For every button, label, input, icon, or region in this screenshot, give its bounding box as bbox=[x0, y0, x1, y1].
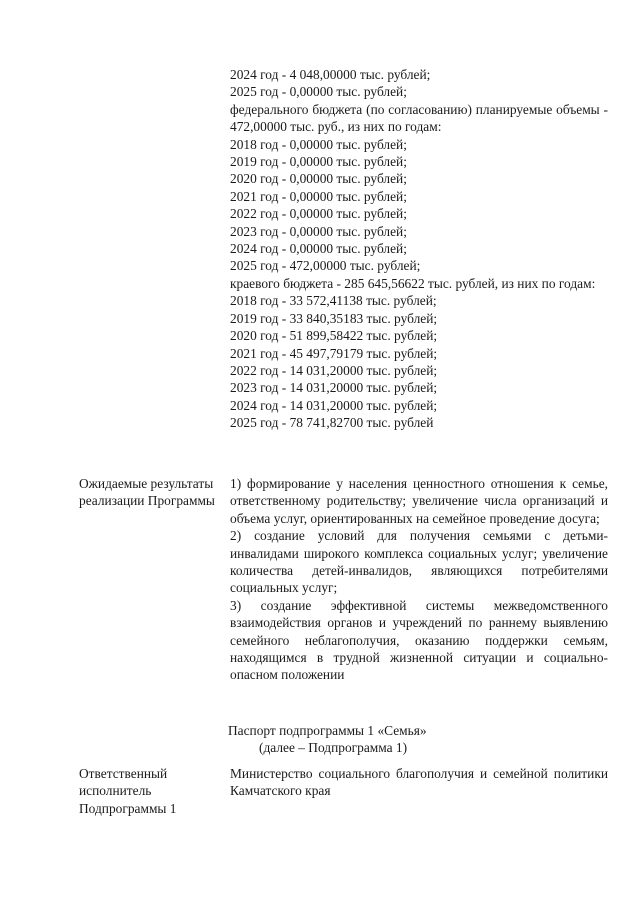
responsible-executor-value: Министерство социального благополучия и семейной политики Камчатского края bbox=[230, 766, 608, 799]
funding-line: 2025 год - 0,00000 тыс. рублей; bbox=[230, 84, 407, 100]
federal-year-line: 2025 год - 472,00000 тыс. рублей; bbox=[230, 258, 421, 274]
regional-budget-text: краевого бюджета - 285 645,56622 тыс. рублей, из них по годам: bbox=[230, 275, 596, 291]
federal-year-line: 2019 год - 0,00000 тыс. рублей; bbox=[230, 154, 407, 170]
regional-year-line: 2022 год - 14 031,20000 тыс. рублей; bbox=[230, 362, 438, 378]
regional-year-line: 2020 год - 51 899,58422 тыс. рублей; bbox=[230, 328, 438, 344]
regional-year-line: 2024 год - 14 031,20000 тыс. рублей; bbox=[230, 397, 438, 413]
responsible-executor-label: Ответственный исполнитель Подпрограммы 1 bbox=[79, 766, 177, 816]
federal-year-line: 2023 год - 0,00000 тыс. рублей; bbox=[230, 223, 407, 239]
federal-budget-text: федерального бюджета (по согласованию) планируемые объемы - 472,00000 тыс. руб., из них по годам: bbox=[230, 101, 608, 135]
results-block bbox=[230, 475, 608, 684]
regional-year-line: 2018 год - 33 572,41138 тыс. рублей; bbox=[230, 293, 437, 309]
federal-year-line: 2021 год - 0,00000 тыс. рублей; bbox=[230, 188, 407, 204]
regional-year-line: 2025 год - 78 741,82700 тыс. рублей bbox=[230, 415, 434, 431]
subprogram-title bbox=[0, 722, 640, 757]
results-label: Ожидаемые результаты реализации Программы bbox=[79, 476, 215, 509]
federal-year-line: 2022 год - 0,00000 тыс. рублей; bbox=[230, 206, 407, 222]
subprogram-title-line2: (далее – Подпрограмма 1) bbox=[259, 740, 408, 756]
result-item: 2) создание условий для получения семьями с детьми-инвалидами широкого комплекса социальных услуг; увеличение количества детей-инвалидов, являющихся потребителями социальных услуг; bbox=[230, 528, 608, 596]
federal-year-line: 2024 год - 0,00000 тыс. рублей; bbox=[230, 241, 407, 257]
regional-year-line: 2023 год - 14 031,20000 тыс. рублей; bbox=[230, 380, 438, 396]
result-item: 1) формирование у населения ценностного отношения к семье, ответственному родительству; увеличение числа организаций и объема услуг, ориентированных на семейное проведение досуга; bbox=[230, 476, 608, 526]
federal-year-line: 2018 год - 0,00000 тыс. рублей; bbox=[230, 136, 407, 152]
regional-year-line: 2019 год - 33 840,35183 тыс. рублей; bbox=[230, 310, 438, 326]
subprogram-title-line1: Паспорт подпрограммы 1 «Семья» bbox=[228, 723, 427, 738]
funding-line: 2024 год - 4 048,00000 тыс. рублей; bbox=[230, 67, 431, 82]
result-item: 3) создание эффективной системы межведомственного взаимодействия органов и учреждений по раннему выявлению семейного неблагополучия, оказанию поддержки семьям, находящимся в трудной жизненной ситуации и социально-опасном положении bbox=[230, 597, 608, 683]
regional-year-line: 2021 год - 45 497,79179 тыс. рублей; bbox=[230, 345, 438, 361]
funding-block bbox=[230, 66, 608, 432]
federal-year-line: 2020 год - 0,00000 тыс. рублей; bbox=[230, 171, 407, 187]
